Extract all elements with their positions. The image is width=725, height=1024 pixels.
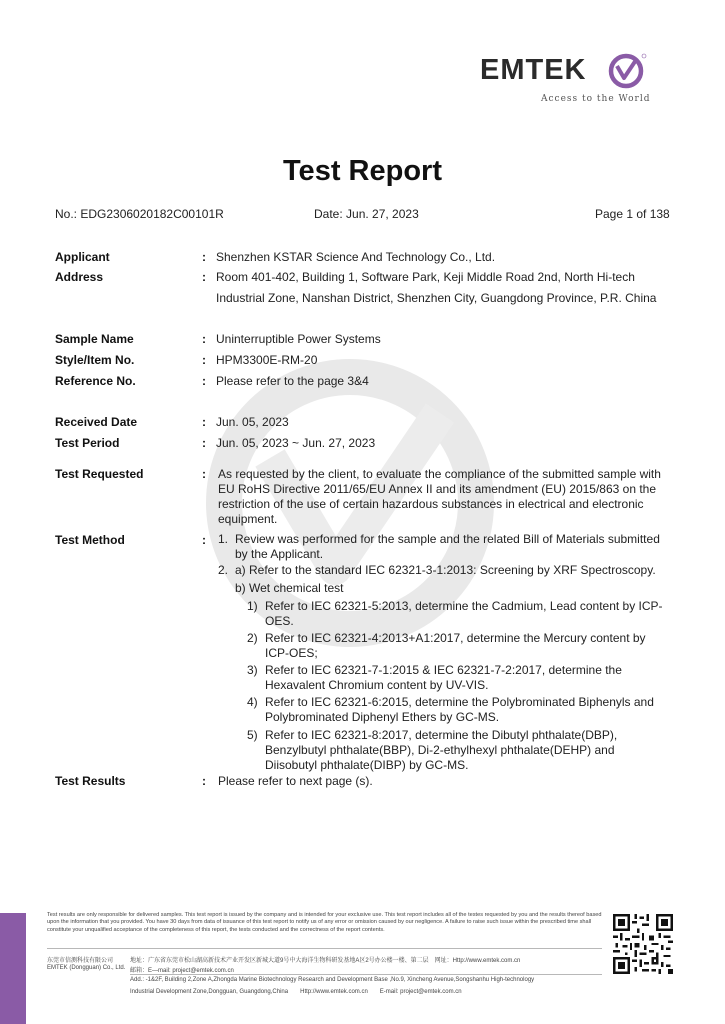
- colon: :: [202, 415, 206, 429]
- colon: :: [202, 467, 206, 481]
- method-sub-item: Refer to IEC 62321-5:2013, determine the Cadmium, Lead content by ICP-OES.: [265, 599, 663, 628]
- footer-divider: [130, 974, 602, 975]
- test-requested-value: As requested by the client, to evaluate the compliance of the submitted sample with EU RoHS Directive 2011/65/EU Annex II and its amendment (EU) 2015/863 on the restriction of the use of certain hazardous substances in electrical and electronic equipment.: [218, 467, 661, 526]
- sample-name-value: Uninterruptible Power Systems: [216, 332, 381, 346]
- colon: :: [202, 332, 206, 346]
- page-title: Test Report: [283, 155, 442, 187]
- footer-company-en: EMTEK (Dongguan) Co., Ltd.: [47, 965, 126, 971]
- method-item-2b: b) Wet chemical test: [235, 581, 344, 595]
- footer-accent-bar: [0, 913, 26, 1024]
- address-label: Address: [55, 270, 104, 284]
- colon: :: [202, 353, 206, 367]
- colon: :: [202, 374, 206, 388]
- footer-disclaimer: Test results are only responsible for delivered samples. This test report is issued by the company and is intended for your exclusive use. This test report includes all of the testes requested by you and the results thereof based upon the information that you provided. You have 30 days from data of issuance of this test report to notify us of any error or omission caused by our negligence. A failure to raise such issue within the prescribed time shall constitute your unqualified acceptance of the completeness of this report, the tests conducted and the correctness of the report contents.: [47, 912, 602, 933]
- emtek-checkmark-icon: [606, 52, 648, 90]
- received-date-label: Received Date: [55, 415, 138, 429]
- footer-address-cn: 地址：广东省东莞市松山湖高新技术产业开发区新城大道9号中大海洋生物科研发基地A区2号办公楼一楼、第二层 网址：Http://www.emtek.com.cn: [130, 958, 521, 964]
- test-period-label: Test Period: [55, 436, 120, 450]
- reference-value: Please refer to the page 3&4: [216, 374, 369, 388]
- test-requested-label: Test Requested: [55, 467, 144, 481]
- colon: :: [202, 270, 206, 284]
- colon: :: [202, 533, 206, 547]
- method-sub-item: Refer to IEC 62321-7-1:2015 & IEC 62321-7-2:2017, determine the Hexavalent Chromium content by UV-VIS.: [265, 663, 622, 692]
- method-item-number: 2.: [218, 563, 229, 577]
- sample-name-label: Sample Name: [55, 332, 134, 346]
- test-results-value: Please refer to next page (s).: [218, 774, 373, 788]
- footer-company-cn: 东莞市信测科技有限公司: [47, 958, 114, 964]
- method-item-1: Review was performed for the sample and the related Bill of Materials submitted by the Applicant.: [235, 532, 660, 561]
- applicant-value: Shenzhen KSTAR Science And Technology Co., Ltd.: [216, 250, 496, 264]
- style-item-label: Style/Item No.: [55, 353, 135, 367]
- method-sub-number: 1): [247, 599, 258, 613]
- colon: :: [202, 250, 206, 264]
- test-results-label: Test Results: [55, 774, 126, 788]
- reference-label: Reference No.: [55, 374, 136, 388]
- colon: :: [202, 774, 206, 788]
- test-method-label: Test Method: [55, 533, 125, 547]
- footer-email-cn: 邮箱：E—mail: project@emtek.com.cn: [130, 968, 234, 974]
- report-number: No.: EDG2306020182C00101R: [55, 207, 224, 221]
- footer-address-en-2: Industrial Development Zone,Dongguan, Guangdong,China Http://www.emtek.com.cn E-mail: project@emtek.com.cn: [130, 989, 462, 995]
- footer-divider: [47, 948, 602, 949]
- method-sub-item: Refer to IEC 62321-4:2013+A1:2017, determine the Mercury content by ICP-OES;: [265, 631, 646, 660]
- method-sub-number: 4): [247, 695, 258, 709]
- method-sub-number: 5): [247, 728, 258, 742]
- method-sub-number: 2): [247, 631, 258, 645]
- logo-wordmark: EMTEK: [480, 54, 587, 86]
- logo-tagline: Access to the World: [541, 94, 651, 104]
- emtek-logo: [478, 50, 658, 110]
- colon: :: [202, 436, 206, 450]
- page-number: Page 1 of 138: [595, 207, 670, 221]
- footer-address-en-1: Add.: -1&2F, Building 2,Zone A,Zhongda Marine Biotechnology Research and Development Base ,No.9, Xincheng Avenue,Songshanhu High-technology: [130, 977, 535, 983]
- method-sub-item: Refer to IEC 62321-8:2017, determine the Dibutyl phthalate(DBP), Benzylbutyl phthalate(BBP), Di-2-ethylhexyl phthalate(DEHP) and Diisobutyl phthalate(DIBP) by GC-MS.: [265, 728, 618, 772]
- style-item-value: HPM3300E-RM-20: [216, 353, 318, 367]
- method-item-number: 1.: [218, 532, 229, 546]
- address-line-2: Industrial Zone, Nanshan District, Shenzhen City, Guangdong Province, P.R. China: [216, 291, 657, 305]
- method-sub-item: Refer to IEC 62321-6:2015, determine the Polybrominated Biphenyls and Polybrominated Diphenyl Ethers by GC-MS.: [265, 695, 654, 724]
- qr-code: [613, 914, 673, 974]
- method-sub-number: 3): [247, 663, 258, 677]
- report-date: Date: Jun. 27, 2023: [314, 207, 419, 221]
- received-date-value: Jun. 05, 2023: [216, 415, 289, 429]
- applicant-label: Applicant: [55, 250, 110, 264]
- method-item-2a: a) Refer to the standard IEC 62321-3-1:2013: Screening by XRF Spectroscopy.: [235, 563, 656, 577]
- test-period-value: Jun. 05, 2023 ~ Jun. 27, 2023: [216, 436, 376, 450]
- address-line-1: Room 401-402, Building 1, Software Park, Keji Middle Road 2nd, North Hi-tech: [216, 270, 635, 284]
